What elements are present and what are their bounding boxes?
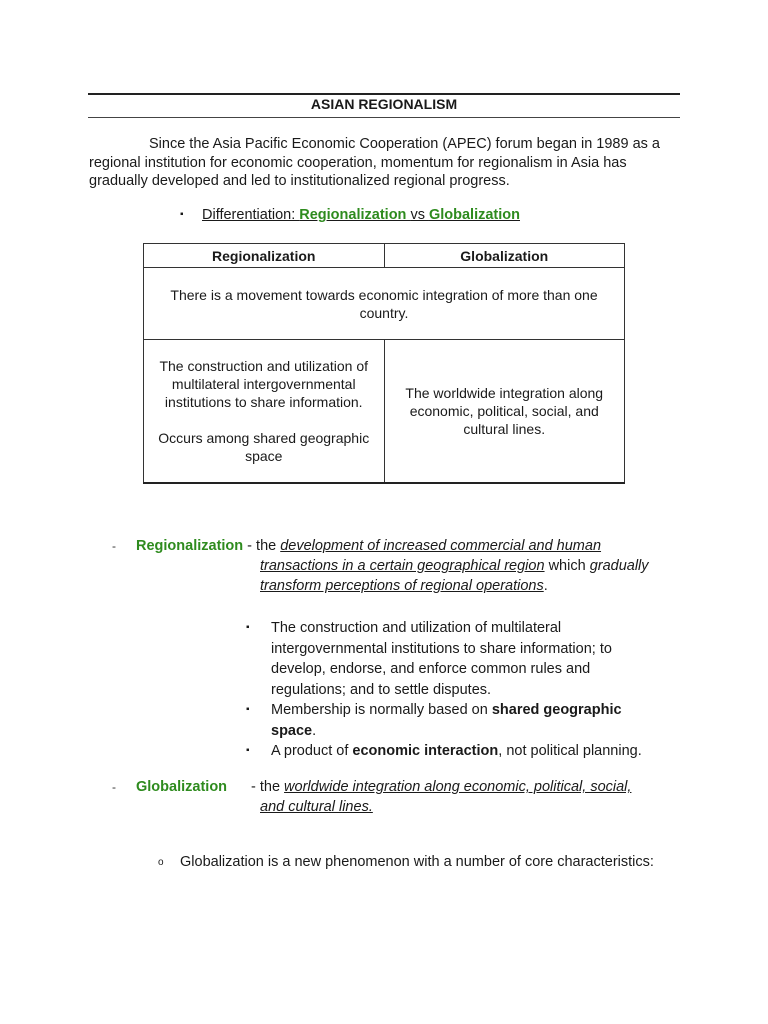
regionalization-cell-p2: Occurs among shared geographic space — [158, 430, 370, 464]
header-globalization: Globalization — [384, 244, 625, 268]
list-item: ▪ Membership is normally based on shared geographic space. — [246, 702, 622, 739]
globalization-cell: The worldwide integration along economic, political, social, and cultural lines. — [384, 340, 625, 484]
regionalization-term: Regionalization — [136, 538, 244, 554]
shared-cell: There is a movement towards economic integration of more than one country. — [144, 268, 625, 340]
table-row — [144, 268, 625, 340]
globalization-term: Globalization — [136, 779, 228, 795]
title-rule — [88, 117, 680, 118]
table-header-row — [144, 244, 625, 268]
diff-label: Differentiation: Regionalization vs Globalization — [202, 207, 520, 223]
intro-paragraph — [89, 135, 689, 191]
regionalization-bullets — [246, 618, 666, 762]
list-item: ▪ The construction and utilization of multilateral intergovernmental institutions to share information; to develop, endorse, and enforce common rules and regulations; and to settle disputes. — [246, 620, 612, 698]
diff-vs: vs — [410, 207, 429, 223]
globalization-definition-line1: - the worldwide integration along economic, political, social, — [251, 779, 632, 795]
intro-text: Since the Asia Pacific Economic Cooperation (APEC) forum began in 1989 as a regional institution for economic cooperation, momentum for regionalism in Asia has gradually developed and led to institutionalized regional progress. — [89, 136, 660, 189]
diff-term-globalization: Globalization — [428, 207, 520, 223]
core-characteristics-line — [158, 854, 654, 870]
square-bullet-icon: ▪ — [180, 209, 184, 220]
regionalization-cell-p1: The construction and utilization of multilateral intergovernmental institutions to share information. — [159, 358, 369, 410]
differentiation-line — [180, 207, 520, 223]
top-rule — [88, 93, 680, 95]
regionalization-definition-line2: transactions in a certain geographical region which gradually — [260, 558, 649, 574]
globalization-definition-line2: and cultural lines. — [260, 799, 373, 815]
regionalization-cell — [144, 340, 385, 484]
square-bullet-icon: ▪ — [246, 622, 250, 633]
diff-term-regionalization: Regionalization — [299, 207, 411, 223]
circle-bullet-icon: o — [158, 857, 164, 868]
dash-bullet: - — [112, 780, 116, 794]
table-row — [144, 340, 625, 484]
regionalization-definition-line1: Regionalization - the development of increased commercial and human — [136, 538, 602, 554]
square-bullet-icon: ▪ — [246, 745, 250, 756]
list-item: ▪ A product of economic interaction, not political planning. — [246, 741, 666, 762]
regionalization-definition-line3: transform perceptions of regional operations. — [260, 578, 548, 594]
square-bullet-icon: ▪ — [246, 704, 250, 715]
comparison-table — [143, 243, 625, 484]
dash-bullet: - — [112, 539, 116, 553]
regionalization-def-part1: development of increased commercial and human — [280, 538, 602, 554]
core-text: Globalization is a new phenomenon with a number of core characteristics: — [180, 854, 654, 870]
header-regionalization: Regionalization — [144, 244, 385, 268]
page-title: ASIAN REGIONALISM — [310, 96, 458, 112]
